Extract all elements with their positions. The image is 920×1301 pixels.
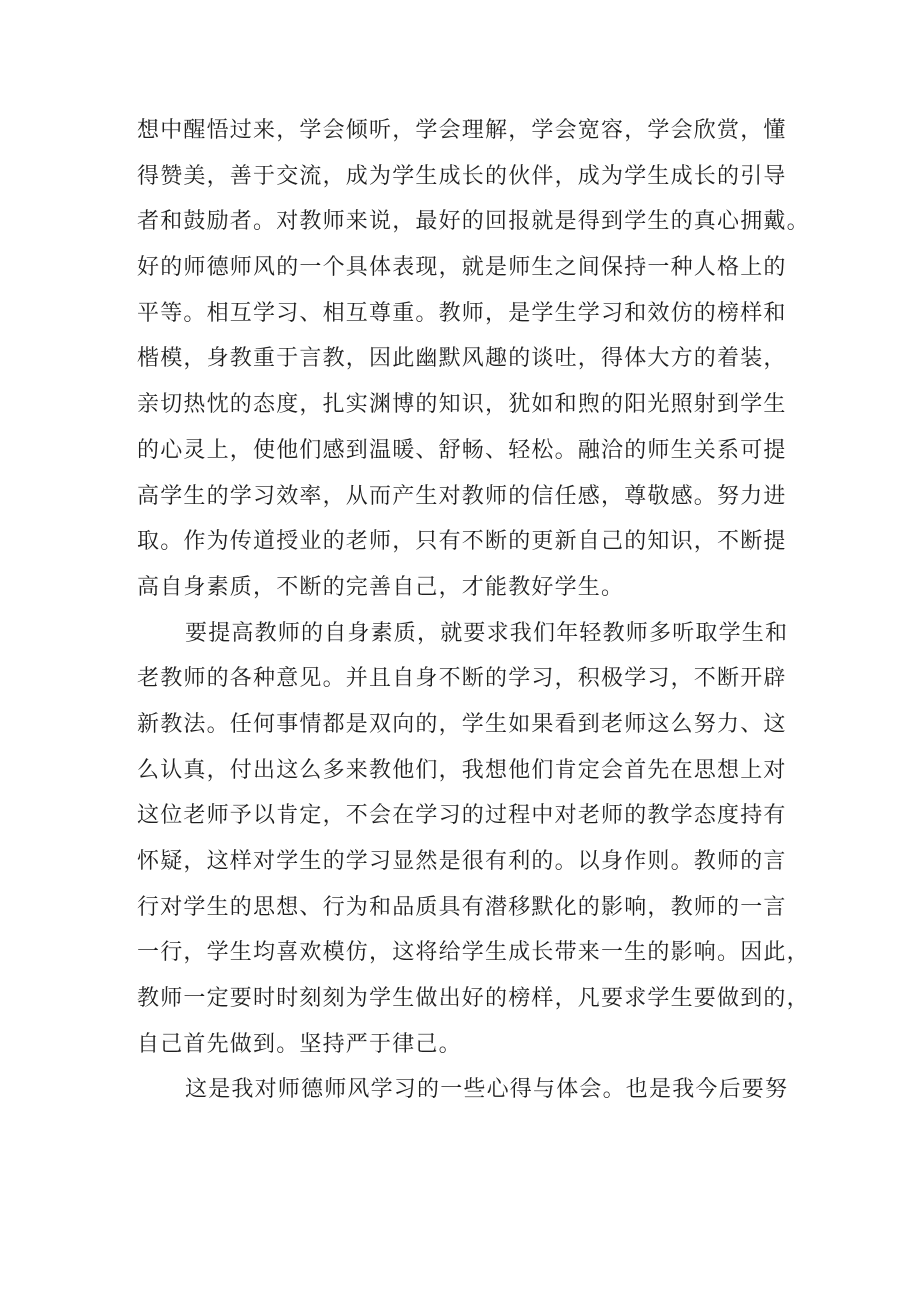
text-line: 楷模，身教重于言教，因此幽默风趣的谈吐，得体大方的着装， <box>137 346 787 372</box>
text-line: 么认真，付出这么多来教他们，我想他们肯定会首先在思想上对 <box>137 757 787 783</box>
text-line: 得赞美，善于交流，成为学生成长的伙伴，成为学生成长的引导 <box>137 163 787 189</box>
text-line: 新教法。任何事情都是双向的，学生如果看到老师这么努力、这 <box>137 711 787 737</box>
text-line: 教师一定要时时刻刻为学生做出好的榜样，凡要求学生要做到的， <box>137 986 810 1012</box>
text-line: 高学生的学习效率，从而产生对教师的信任感，尊敬感。努力进 <box>137 483 787 509</box>
paragraph-first-line: 这是我对师德师风学习的一些心得与体会。也是我今后要努 <box>185 1077 789 1103</box>
text-line: 老教师的各种意见。并且自身不断的学习，积极学习，不断开辟 <box>137 666 787 692</box>
text-line: 的心灵上，使他们感到温暖、舒畅、轻松。融洽的师生关系可提 <box>137 437 787 463</box>
text-line: 好的师德师风的一个具体表现，就是师生之间保持一种人格上的 <box>137 255 787 281</box>
text-line: 亲切热忱的态度，扎实渊博的知识，犹如和煦的阳光照射到学生 <box>137 392 787 418</box>
paragraph-first-line: 要提高教师的自身素质，就要求我们年轻教师多听取学生和 <box>185 620 789 646</box>
text-line: 者和鼓励者。对教师来说，最好的回报就是得到学生的真心拥戴。 <box>137 209 810 235</box>
body-text <box>137 108 810 1113</box>
text-line: 怀疑，这样对学生的学习显然是很有利的。以身作则。教师的言 <box>137 849 787 874</box>
text-line: 高自身素质，不断的完善自己，才能教好学生。 <box>137 574 625 600</box>
text-line: 想中醒悟过来，学会倾听，学会理解，学会宽容，学会欣赏，懂 <box>137 118 787 143</box>
text-line: 这位老师予以肯定，不会在学习的过程中对老师的教学态度持有 <box>137 803 787 829</box>
text-line: 行对学生的思想、行为和品质具有潜移默化的影响，教师的一言 <box>137 894 787 920</box>
text-line: 平等。相互学习、相互尊重。教师，是学生学习和效仿的榜样和 <box>137 300 787 326</box>
text-line: 取。作为传道授业的老师，只有不断的更新自己的知识，不断提 <box>137 529 787 555</box>
text-line: 自己首先做到。坚持严于律己。 <box>137 1031 462 1057</box>
text-line: 一行，学生均喜欢模仿，这将给学生成长带来一生的影响。因此， <box>137 940 810 966</box>
